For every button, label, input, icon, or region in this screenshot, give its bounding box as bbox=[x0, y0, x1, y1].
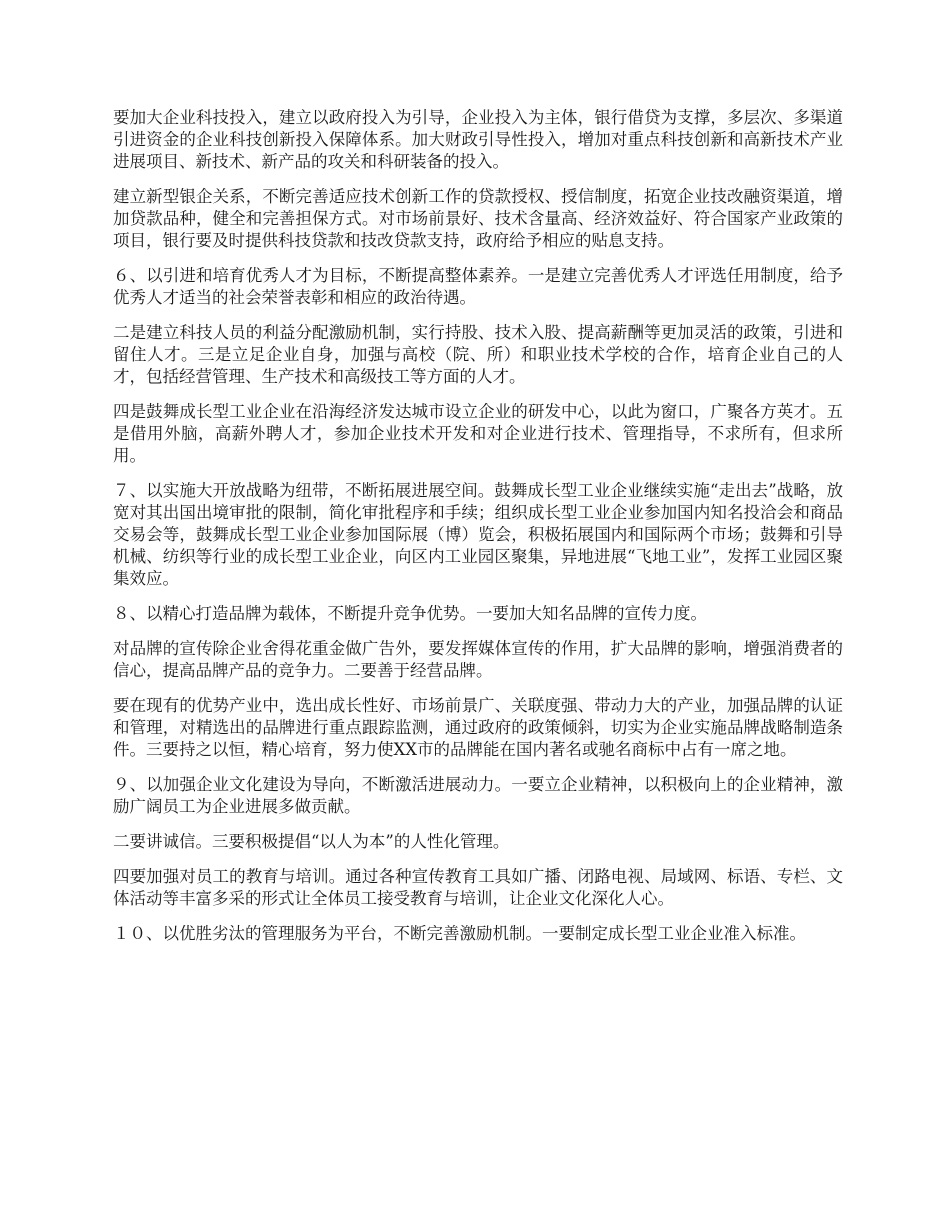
paragraph-training: 四要加强对员工的教育与培训。通过各种宣传教育工具如广播、闭路电视、局域网、标语、专栏、文体活动等丰富多采的形式让全体员工接受教育与培训，让企业文化深化人心。 bbox=[113, 867, 843, 908]
document-body bbox=[113, 107, 843, 958]
paragraph-section-8: ８、以精心打造品牌为载体，不断提升竞争优势。一要加大知名品牌的宣传力度。 bbox=[113, 604, 707, 623]
paragraph-integrity: 二要讲诚信。三要积极提倡“以人为本”的人性化管理。 bbox=[113, 832, 510, 851]
paragraph-section-10: １０、以优胜劣汰的管理服务为平台，不断完善激励机制。一要制定成长型工业企业准入标准。 bbox=[113, 924, 806, 943]
paragraph-brand-management: 要在现有的优势产业中，选出成长性好、市场前景广、关联度强、带动力大的产业，加强品牌的认证和管理，对精选出的品牌进行重点跟踪监测，通过政府的政策倾斜，切实为企业实施品牌战略制造条件。三要持之以恒，精心培育，努力使XX市的品牌能在国内著名或驰名商标中占有一席之地。 bbox=[113, 696, 843, 759]
paragraph-bank-enterprise: 建立新型银企关系，不断完善适应技术创新工作的贷款授权、授信制度，拓宽企业技改融资渠道，增加贷款品种，健全和完善担保方式。对市场前景好、技术含量高、经济效益好、符合国家产业政策的项目，银行要及时提供科技贷款和技改贷款支持，政府给予相应的贴息支持。 bbox=[113, 187, 843, 250]
paragraph-section-9: ９、以加强企业文化建设为导向，不断激活进展动力。一要立企业精神，以积极向上的企业精神，激励广阔员工为企业进展多做贡献。 bbox=[113, 775, 843, 816]
paragraph-brand-promotion: 对品牌的宣传除企业舍得花重金做广告外，要发挥媒体宣传的作用，扩大品牌的影响，增强消费者的信心，提高品牌产品的竞争力。二要善于经营品牌。 bbox=[113, 639, 843, 680]
paragraph-section-7: ７、以实施大开放战略为纽带，不断拓展进展空间。鼓舞成长型工业企业继续实施“走出去”战略，放宽对其出国出境审批的限制，简化审批程序和手续；组织成长型工业企业参加国内知名投洽会和商品交易会等，鼓舞成长型工业企业参加国际展（博）览会，积极拓展国内和国际两个市场；鼓舞和引导机械、纺织等行业的成长型工业企业，向区内工业园区聚集，异地进展“飞地工业”，发挥工业园区聚集效应。 bbox=[113, 481, 843, 588]
paragraph-section-6: ６、以引进和培育优秀人才为目标，不断提高整体素养。一是建立完善优秀人才评选任用制度，给予优秀人才适当的社会荣誉表彰和相应的政治待遇。 bbox=[113, 266, 843, 307]
paragraph-incentive-mechanism: 二是建立科技人员的利益分配激励机制，实行持股、技术入股、提高薪酬等更加灵活的政策，引进和留住人才。三是立足企业自身，加强与高校（院、所）和职业技术学校的合作，培育企业自己的人才，包括经营管理、生产技术和高级技工等方面的人才。 bbox=[113, 323, 843, 386]
paragraph-rd-center: 四是鼓舞成长型工业企业在沿海经济发达城市设立企业的研发中心，以此为窗口，广聚各方英才。五是借用外脑，高薪外聘人才，参加企业技术开发和对企业进行技术、管理指导，不求所有，但求所用。 bbox=[113, 402, 843, 465]
paragraph-tech-investment: 要加大企业科技投入，建立以政府投入为引导，企业投入为主体，银行借贷为支撑，多层次、多渠道引进资金的企业科技创新投入保障体系。加大财政引导性投入，增加对重点科技创新和高新技术产业进展项目、新技术、新产品的攻关和科研装备的投入。 bbox=[113, 108, 843, 171]
